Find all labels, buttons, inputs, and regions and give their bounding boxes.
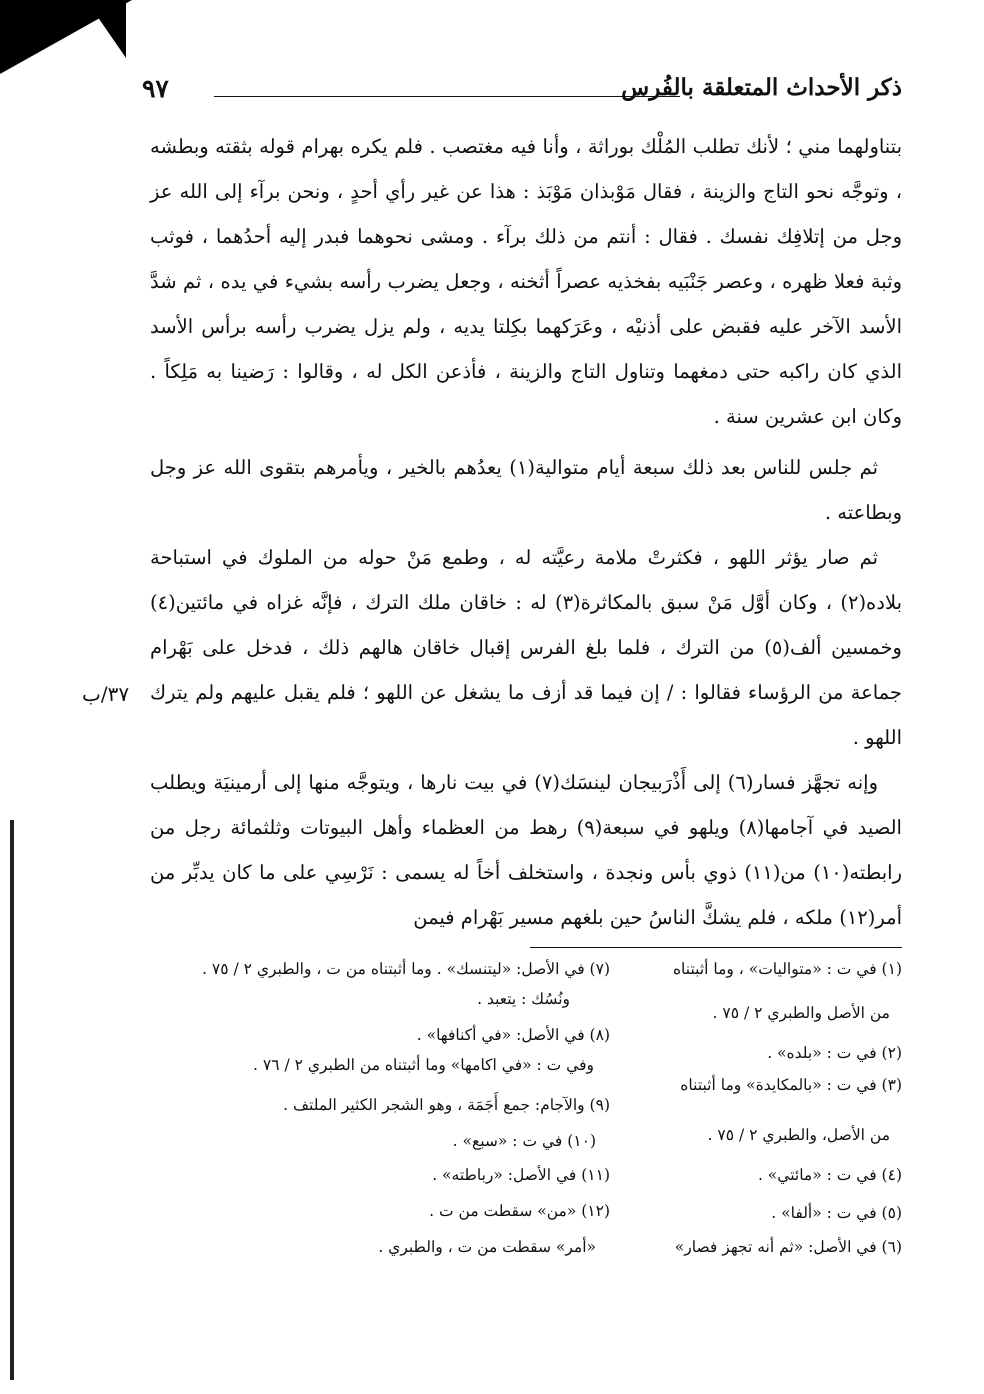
footnote-line: (٦) في الأصل: «ثم أنه تجهز فصار» bbox=[674, 1238, 902, 1256]
footnote-line: «أمر» سقطت من ت ، والطبري . bbox=[378, 1238, 596, 1256]
page-header bbox=[142, 72, 902, 112]
manuscript-folio-marker: ٣٧/ب bbox=[82, 682, 130, 706]
footnote-line: (٤) في ت : «مائتي» . bbox=[757, 1166, 902, 1184]
footnote-line: (٥) في ت : «ألفا» . bbox=[771, 1204, 902, 1222]
paragraph bbox=[150, 535, 902, 760]
footnote-line: (٣) في ت : «بالمكايدة» وما أثبتناه bbox=[680, 1076, 902, 1094]
footnote-line: (١٢) «من» سقطت من ت . bbox=[429, 1202, 610, 1220]
footnote-line: (٩) والآجام: جمع أَجَمَة ، وهو الشجر الكثير الملتف . bbox=[283, 1096, 610, 1114]
scan-corner-mark-secondary bbox=[86, 0, 126, 58]
footnote-line: من الأصل والطبري ٢ / ٧٥ . bbox=[712, 1004, 890, 1022]
paragraph-text: وإنه تجهَّز فسار(٦) إلى أَذْرَبيجان لينسَك(٧) في بيت نارها ، ويتوجَّه منها إلى أرمينيَة ويطلب الصيد في آجامها(٨) ويلهو في سبعة(٩) رهط من العظماء وأهل البيوتات وثلثمائة رجل من رابطته(١٠) من(١١) ذوي بأس ونجدة ، واستخلف أخاً له يسمى : نَرْسِي على ما كان يدبِّر من أمر(١٢) ملكه ، فلم يشكَّ الناسُ حين بلغهم مسير بَهْرام فيمن bbox=[150, 771, 902, 929]
page-number: ٩٧ bbox=[142, 74, 169, 103]
scan-edge-shadow bbox=[10, 820, 14, 1380]
footnote-line: (١) في ت : «متواليات» ، وما أثبتناه bbox=[672, 960, 902, 978]
footnote-line: (١٠) في ت : «سبع» . bbox=[452, 1132, 596, 1150]
paragraph bbox=[150, 124, 902, 439]
footnote-line: وفي ت : «في اكامها» وما أثبتناه من الطبري ٢ / ٧٦ . bbox=[253, 1056, 594, 1074]
footnote-rule bbox=[530, 947, 902, 948]
footnote-line: (١١) في الأصل: «رباطته» . bbox=[432, 1166, 610, 1184]
footnote-line: ونُسُك : يتعبد . bbox=[477, 990, 570, 1008]
paragraph-text: بتناولهما مني ؛ لأنك تطلب المُلْك بوراثة ، وأنا فيه مغتصب . فلم يكره بهرام قوله بثقته وبطشه ، وتوجَّه نحو التاج والزينة ، فقال مَوْبذان مَوْبَذ : هذا عن غير رأي أحدٍ ، ونحن برآء إلى الله عز وجل من إتلافِك نفسك . فقال : أنتم من ذلك برآء . ومشى نحوهما فبدر إليه أحدُهما ، فوثب وثبة فعلا ظهره ، وعصر جَنْبَيه بفخذيه عصراً أثخنه ، وجعل يضرب رأسه بشيء في يده ، ثم شدَّ الأسد الآخر عليه فقبض على أذنيْه ، وعَرَكهما بكِلتا يديه ، ولم يزل يضرب رأسه برأس الأسد الذي كان راكبه حتى دمغهما وتناول التاج والزينة ، فأذعن الكل له ، وقالوا : رَضينا به مَلِكاً . وكان ابن عشرين سنة . bbox=[150, 135, 902, 428]
footnote-line: (٧) في الأصل: «ليتنسك» . وما أثبتناه من ت ، والطبري ٢ / ٧٥ . bbox=[202, 960, 610, 978]
footnote-line: من الأصل، والطبري ٢ / ٧٥ . bbox=[707, 1126, 890, 1144]
main-text bbox=[150, 124, 902, 940]
paragraph-text: ثم جلس للناس بعد ذلك سبعة أيام متوالية(١) يعدُهم بالخير ، ويأمرهم بتقوى الله عز وجل وبطاعته . bbox=[150, 456, 902, 524]
header-rule bbox=[214, 96, 680, 97]
running-title: ذكر الأحداث المتعلقة بالفُرس bbox=[621, 74, 902, 101]
footnote-line: (٨) في الأصل: «في أكنافها» . bbox=[416, 1026, 610, 1044]
footnote-line: (٢) في ت : «بلده» . bbox=[767, 1044, 902, 1062]
paragraph bbox=[150, 760, 902, 940]
paragraph-text: ثم صار يؤثر اللهو ، فكثرتْ ملامة رعيَّته له ، وطمع مَنْ حوله من الملوك في استباحة بلاده(٢) ، وكان أوَّل مَنْ سبق بالمكاثرة(٣) له : خاقان ملك الترك ، فإنَّه غزاه في مائتين(٤) وخمسين ألف(٥) من الترك ، فلما بلغ الفرس إقبال خاقان هالهم ذلك ، فدخل على بَهْرام جماعة من الرؤساء فقالوا : / إن فيما قد أزف ما يشغل عن اللهو ؛ فلم يقبل عليهم ولم يترك اللهو . bbox=[150, 546, 903, 749]
paragraph bbox=[150, 445, 902, 535]
